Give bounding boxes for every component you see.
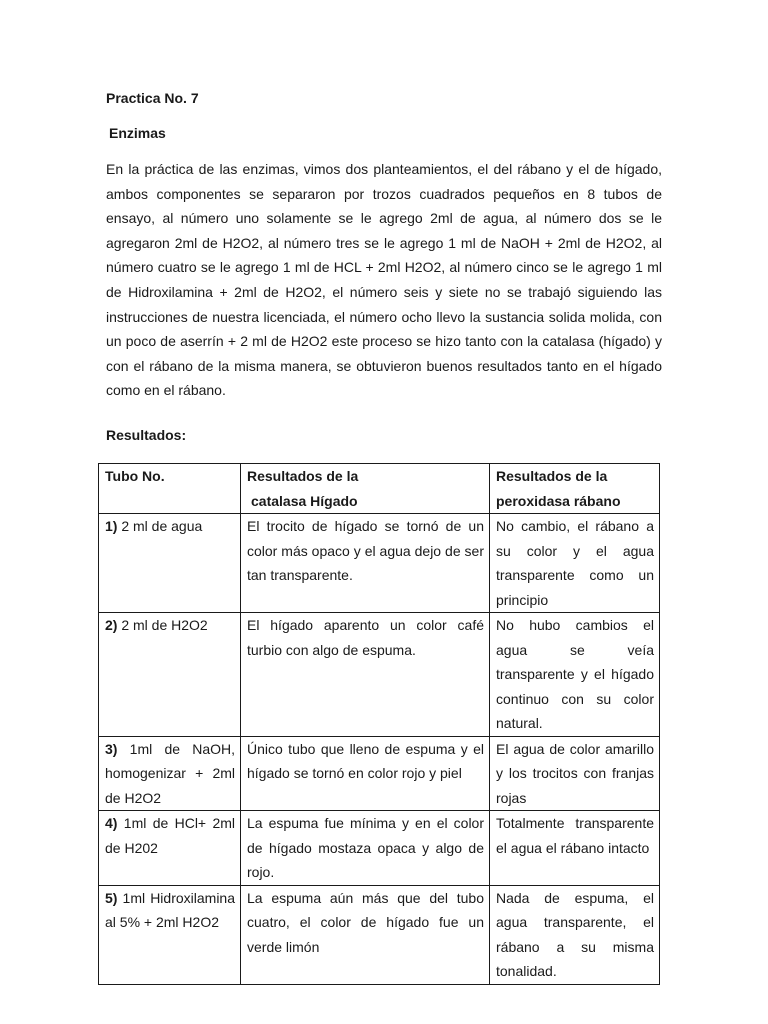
header-catalase-line2: catalasa Hígado: [251, 492, 358, 509]
practice-title: Practica No. 7: [106, 90, 199, 106]
tube-contents: 2 ml de H2O2: [121, 617, 208, 633]
cell-peroxidase: No cambio, el rábano a su color y el agua transparente como un principio: [490, 514, 660, 613]
cell-peroxidase: El agua de color amarillo y los trocitos con franjas rojas: [490, 736, 660, 811]
header-tube: [99, 464, 241, 514]
tube-contents: 1ml Hidroxilamina al 5% + 2ml H2O2: [105, 889, 235, 930]
cell-catalase: El hígado aparento un color café turbio con algo de espuma.: [241, 613, 490, 737]
tube-contents: 1ml de HCl+ 2ml de H202: [105, 815, 235, 856]
header-catalase-line1: Resultados de la: [247, 468, 359, 484]
cell-peroxidase: No hubo cambios el agua se veía transparente y el hígado continuo con su color natural.: [490, 613, 660, 737]
results-table: [98, 463, 660, 985]
table-row: [99, 613, 660, 737]
header-tube-label: Tubo No.: [105, 468, 165, 484]
tube-number: 3): [105, 740, 118, 757]
table-row: [99, 885, 660, 984]
cell-catalase: Único tubo que lleno de espuma y el hígado se tornó en color rojo y piel: [241, 736, 490, 811]
cell-peroxidase: Totalmente transparente el agua el rábano intacto: [490, 811, 660, 886]
cell-catalase: El trocito de hígado se tornó de un color más opaco y el agua dejo de ser tan transparente.: [241, 514, 490, 613]
table-row: [99, 811, 660, 886]
cell-catalase: La espuma fue mínima y en el color de hígado mostaza opaca y algo de rojo.: [241, 811, 490, 886]
table-row: [99, 514, 660, 613]
tube-number: 4): [105, 815, 118, 831]
cell-catalase: La espuma aún más que del tubo cuatro, el color de hígado fue un verde limón: [241, 885, 490, 984]
table-header-row: [99, 464, 660, 514]
cell-tube: [99, 613, 241, 737]
tube-number: 2): [105, 617, 118, 633]
header-peroxidase-line2: peroxidasa rábano: [496, 492, 621, 509]
tube-number: 5): [105, 889, 118, 906]
tube-number: 1): [105, 518, 118, 534]
header-peroxidase-line1: Resultados de la: [496, 468, 608, 484]
header-catalase: [241, 464, 490, 514]
intro-paragraph: En la práctica de las enzimas, vimos dos planteamientos, el del rábano y el de hígado, ambos componentes se separaron por trozos cuadrados pequeños en 8 tubos de ensayo, al número uno solamente se le agrego 2ml de agua, al número dos se le agregaron 2ml de H2O2, al número tres se le agrego 1 ml de NaOH + 2ml de H2O2, al número cuatro se le agrego 1 ml de HCL + 2ml H2O2, al número cinco se le agrego 1 ml de Hidroxilamina + 2ml de H2O2, el número seis y siete no se trabajó siguiendo las instrucciones de nuestra licenciada, el número ocho llevo la sustancia solida molida, con un poco de aserrín + 2 ml de H2O2 este proceso se hizo tanto con la catalasa (hígado) y con el rábano de la misma manera, se obtuvieron buenos resultados tanto en el hígado como en el rábano.: [106, 161, 662, 399]
cell-peroxidase: Nada de espuma, el agua transparente, el rábano a su misma tonalidad.: [490, 885, 660, 984]
results-title: Resultados:: [106, 427, 187, 443]
tube-contents: 1ml de NaOH, homogenizar + 2ml de H2O2: [105, 740, 236, 806]
cell-tube: [99, 885, 241, 984]
topic-title: Enzimas: [109, 125, 166, 141]
tube-contents: 2 ml de agua: [121, 518, 203, 534]
cell-tube: [99, 736, 241, 811]
cell-tube: [99, 514, 241, 613]
table-row: [99, 736, 660, 811]
header-peroxidase: [490, 464, 660, 514]
cell-tube: [99, 811, 241, 886]
